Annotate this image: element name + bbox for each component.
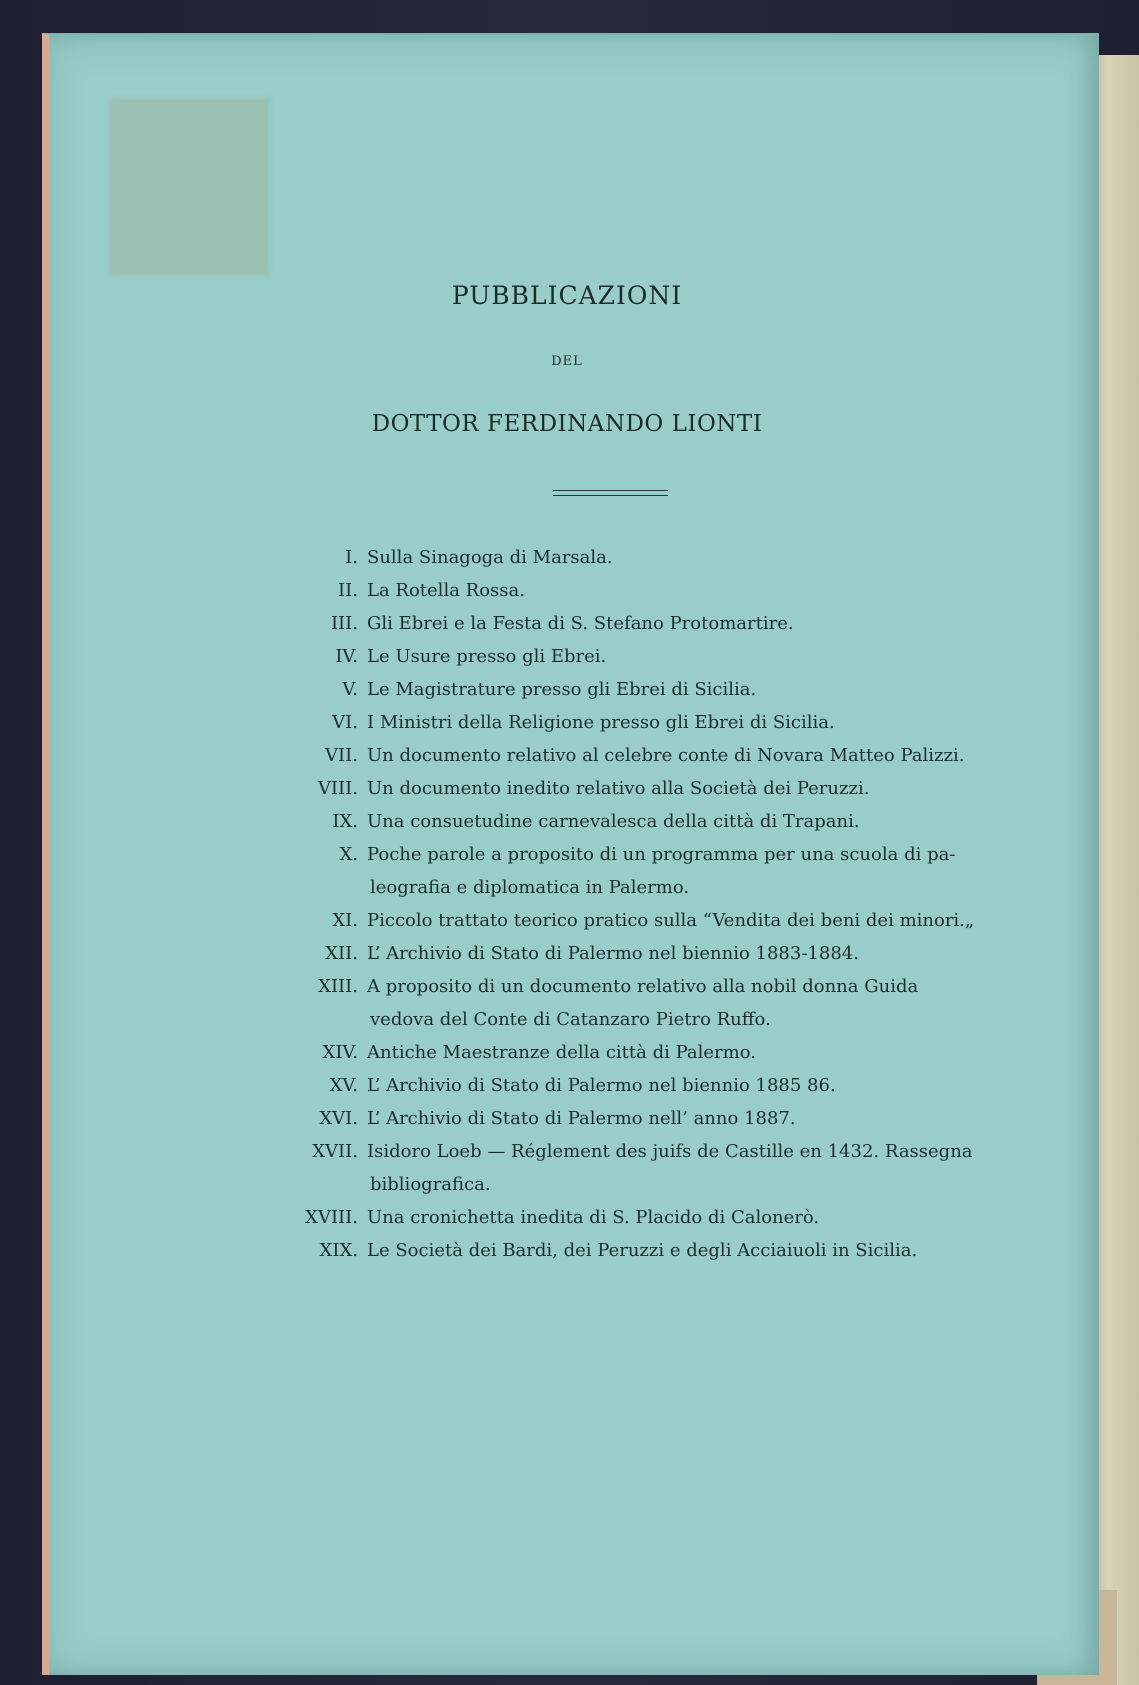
publication-numeral: XV. <box>329 1075 358 1096</box>
publication-numeral: V. <box>342 679 358 700</box>
publication-title: Un documento relativo al celebre conte di Novara Matteo Palizzi. <box>367 745 965 766</box>
publication-numeral: VI. <box>332 712 358 733</box>
publication-numeral: III. <box>330 613 358 634</box>
publication-numeral: XII. <box>325 943 358 964</box>
publication-numeral: IX. <box>332 811 358 832</box>
publication-title: Piccolo trattato teorico pratico sulla “Vendita dei beni dei minori.„ <box>367 910 975 931</box>
publication-numeral: XVII. <box>312 1141 358 1162</box>
publication-numeral: XIII. <box>318 976 358 997</box>
publication-title-continued: vedova del Conte di Catanzaro Pietro Ruffo. <box>370 1009 771 1030</box>
publication-numeral: X. <box>339 844 358 865</box>
publication-title: I Ministri della Religione presso gli Ebrei di Sicilia. <box>367 712 835 733</box>
publication-numeral: XIV. <box>322 1042 358 1063</box>
publication-numeral: XVI. <box>319 1108 358 1129</box>
publication-title: L’ Archivio di Stato di Palermo nell’ anno 1887. <box>367 1108 796 1129</box>
publication-title: Le Magistrature presso gli Ebrei di Sicilia. <box>367 679 757 700</box>
publication-title: Un documento inedito relativo alla Società dei Peruzzi. <box>367 778 870 799</box>
page-title: PUBBLICAZIONI <box>451 281 683 310</box>
publication-numeral: VII. <box>325 745 358 766</box>
publication-numeral: XI. <box>332 910 358 931</box>
publication-title: Una cronichetta inedita di S. Placido di Calonerò. <box>367 1207 820 1228</box>
publication-title: Sulla Sinagoga di Marsala. <box>367 547 613 568</box>
publication-numeral: I. <box>345 547 358 568</box>
publication-title: L’ Archivio di Stato di Palermo nel biennio 1883-1884. <box>367 943 859 964</box>
publication-title: Gli Ebrei e la Festa di S. Stefano Protomartire. <box>367 613 794 634</box>
publication-title: Le Società dei Bardi, dei Peruzzi e degli Acciaiuoli in Sicilia. <box>367 1240 918 1261</box>
title-preposition: DEL <box>551 354 583 369</box>
publication-title: L’ Archivio di Stato di Palermo nel biennio 1885 86. <box>367 1075 836 1096</box>
publication-numeral: XIX. <box>319 1240 358 1261</box>
publication-title: Poche parole a proposito di un programma per una scuola di pa- <box>367 844 956 865</box>
publication-title-continued: bibliografica. <box>370 1174 491 1195</box>
publication-title: Antiche Maestranze della città di Palermo. <box>367 1042 756 1063</box>
publication-title: Le Usure presso gli Ebrei. <box>367 646 607 667</box>
publication-title: La Rotella Rossa. <box>367 580 525 601</box>
publication-numeral: IV. <box>335 646 358 667</box>
publication-title: A proposito di un documento relativo alla nobil donna Guida <box>367 976 919 997</box>
publication-numeral: XVIII. <box>305 1207 358 1228</box>
publication-title-continued: leografia e diplomatica in Palermo. <box>370 877 690 898</box>
publication-title: Isidoro Loeb — Réglement des juifs de Castille en 1432. Rassegna <box>367 1141 973 1162</box>
author-name: DOTTOR FERDINANDO LIONTI <box>371 411 763 437</box>
publication-numeral: II. <box>338 580 358 601</box>
publication-title: Una consuetudine carnevalesca della città di Trapani. <box>367 811 860 832</box>
publication-numeral: VIII. <box>317 778 358 799</box>
